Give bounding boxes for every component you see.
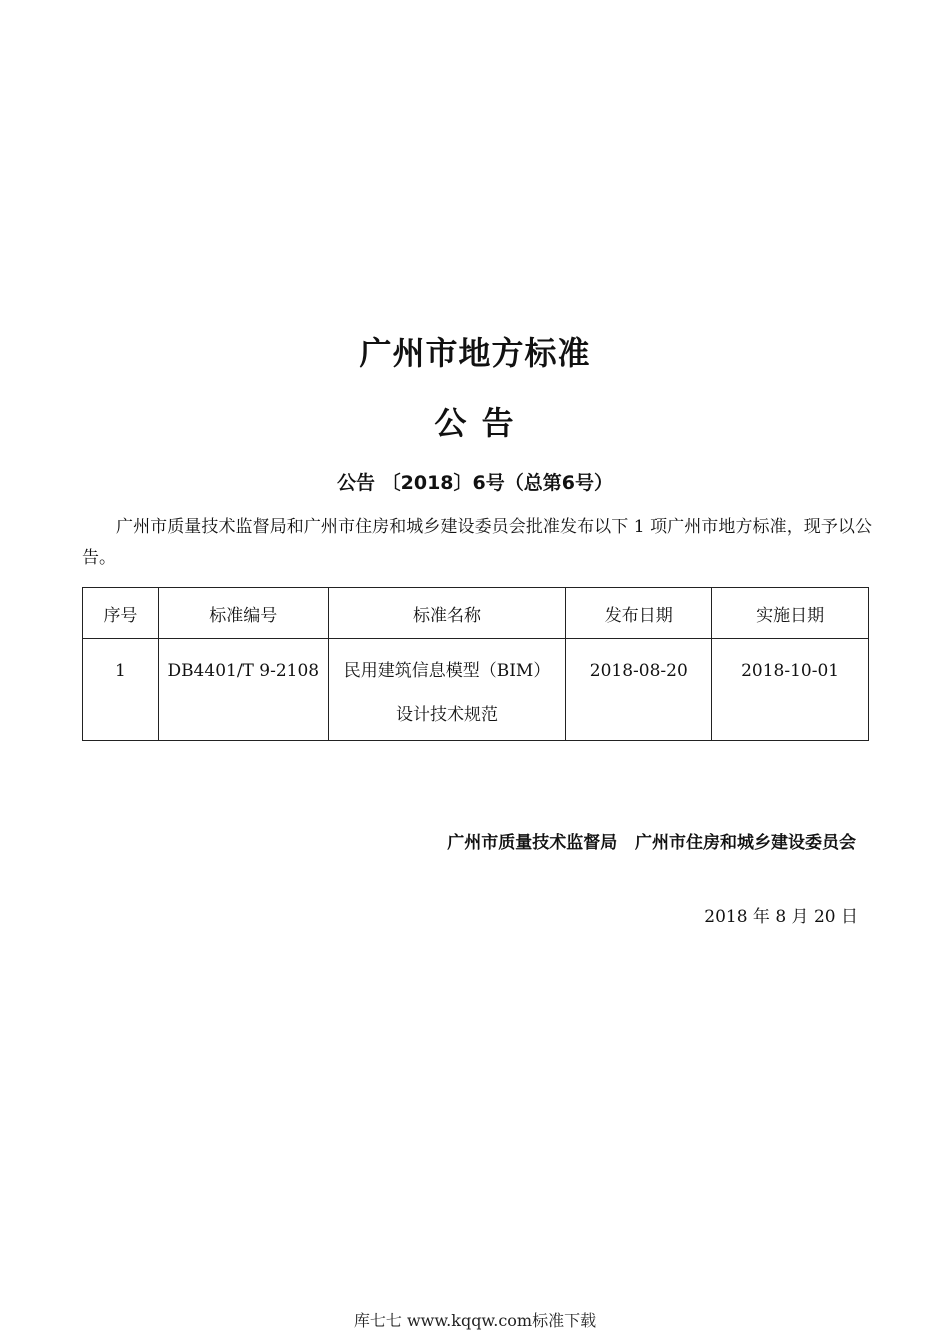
standards-table bbox=[82, 587, 869, 741]
announcement-number: 公告 〔2018〕6号（总第6号） bbox=[337, 472, 613, 494]
header-index: 序号 bbox=[83, 588, 159, 639]
header-name: 标准名称 bbox=[328, 588, 566, 639]
announcement-heading: 公 告 bbox=[434, 404, 516, 442]
table-row bbox=[83, 639, 869, 741]
header-publish-date: 发布日期 bbox=[566, 588, 712, 639]
cell-effective-date: 2018-10-01 bbox=[712, 639, 869, 741]
cell-index: 1 bbox=[83, 639, 159, 741]
header-effective-date: 实施日期 bbox=[712, 588, 869, 639]
cell-code: DB4401/T 9-2108 bbox=[158, 639, 328, 741]
cell-name bbox=[328, 639, 566, 741]
footer-watermark: 库七七 www.kqqw.com标准下载 bbox=[353, 1311, 597, 1330]
page-title: 广州市地方标准 bbox=[359, 334, 591, 372]
issue-date: 2018 年 8 月 20 日 bbox=[704, 907, 858, 927]
issuing-authorities: 广州市质量技术监督局 广州市住房和城乡建设委员会 bbox=[447, 833, 856, 853]
cell-publish-date: 2018-08-20 bbox=[566, 639, 712, 741]
table-header-row bbox=[83, 588, 869, 639]
announcement-body: 广州市质量技术监督局和广州市住房和城乡建设委员会批准发布以下 1 项广州市地方标准，现予以公告。 bbox=[82, 517, 872, 568]
cell-name-line1: 民用建筑信息模型（BIM） bbox=[343, 661, 551, 681]
header-code: 标准编号 bbox=[158, 588, 328, 639]
cell-name-line2: 设计技术规范 bbox=[396, 705, 499, 725]
